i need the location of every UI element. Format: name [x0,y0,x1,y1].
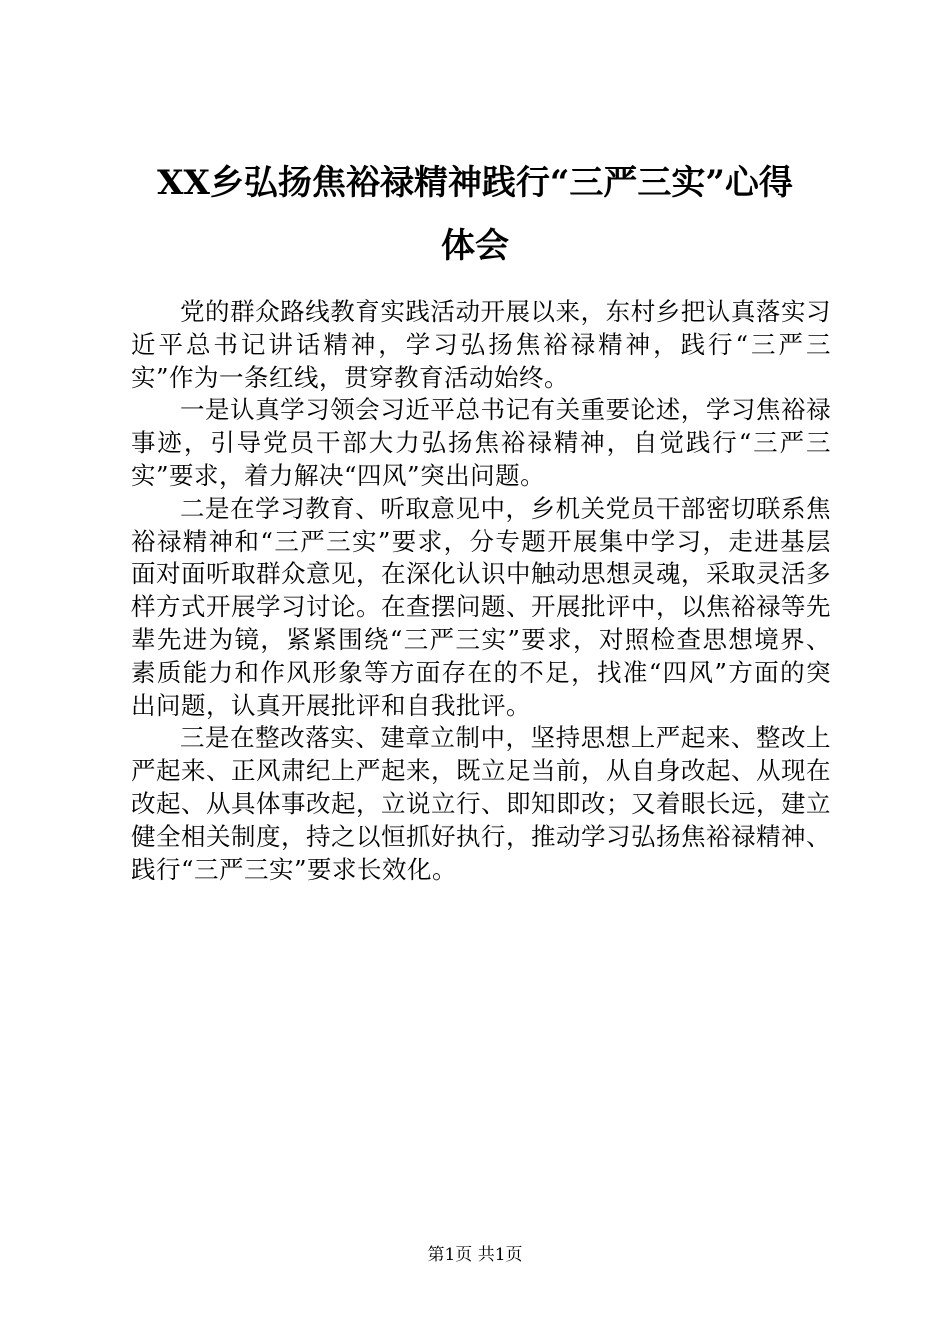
paragraph-second-point: 二是在学习教育、听取意见中，乡机关党员干部密切联系焦裕禄精神和“三严三实”要求，分专题开展集中学习，走进基层面对面听取群众意见，在深化认识中触动思想灵魂，采取灵活多样方式开展学习讨论。在查摆问题、开展批评中，以焦裕禄等先辈先进为镜，紧紧围绕“三严三实”要求，对照检查思想境界、素质能力和作风形象等方面存在的不足，找准“四风”方面的突出问题，认真开展批评和自我批评。 [131,493,831,720]
page-number: 第1页 共1页 [427,1245,523,1265]
page-title [100,152,850,278]
page-footer [0,1244,950,1266]
title-line-2: 体会 [441,226,509,266]
paragraph-intro: 党的群众路线教育实践活动开展以来，东村乡把认真落实习近平总书记讲话精神，学习弘扬焦裕禄精神，践行“三严三实”作为一条红线，贯穿教育活动始终。 [131,297,831,392]
paragraph-third-point: 三是在整改落实、建章立制中，坚持思想上严起来、整改上严起来、正风肃纪上严起来，既立足当前，从自身改起、从现在改起、从具体事改起，立说立行、即知即改；又着眼长远，建立健全相关制度，持之以恒抓好执行，推动学习弘扬焦裕禄精神、践行“三严三实”要求长效化。 [131,723,831,884]
title-line-1: XX乡弘扬焦裕禄精神践行“三严三实”心得 [157,163,793,203]
paragraph-first-point: 一是认真学习领会习近平总书记有关重要论述，学习焦裕禄事迹，引导党员干部大力弘扬焦裕禄精神，自觉践行“三严三实”要求，着力解决“四风”突出问题。 [131,395,831,490]
document-body [131,296,831,886]
